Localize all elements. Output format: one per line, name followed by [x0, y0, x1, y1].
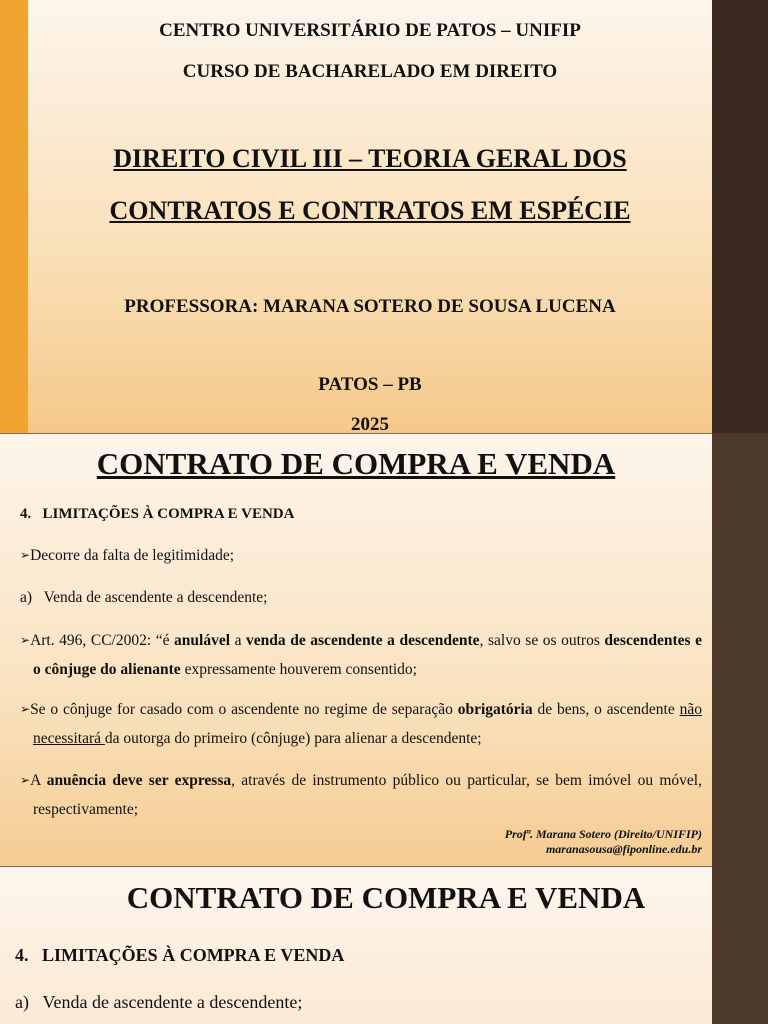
bullet-conjuge: ➢Se o cônjuge for casado com o ascendente no regime de separação obrigatória de bens, o ascendente não necessitará da outorga do primeiro (cônjuge) para alienar a descendente; — [20, 701, 702, 747]
content-slide — [0, 433, 768, 866]
institution-name: CENTRO UNIVERSITÁRIO DE PATOS – UNIFIP — [159, 20, 581, 41]
course-title-line2: CONTRATOS E CONTRATOS EM ESPÉCIE — [109, 196, 631, 225]
arrow-bullet-icon: ➢ — [20, 548, 31, 562]
slide-separator — [0, 433, 768, 434]
section-heading: 4. LIMITAÇÕES À COMPRA E VENDA — [15, 945, 345, 965]
footer-name: Profª. Marana Sotero (Direito/UNIFIP) — [504, 827, 702, 841]
bullet-art-496: ➢Art. 496, CC/2002: “é anulável a venda de ascendente a descendente, salvo se os outros descendentes e o cônjuge do alienante expressamente houverem consentido; — [20, 632, 702, 678]
title-slide — [0, 0, 768, 433]
list-item-a: a) Venda de ascendente a descendente; — [15, 992, 303, 1012]
year: 2025 — [351, 414, 389, 433]
bullet-anuencia: ➢A anuência deve ser expressa, através de instrumento público ou particular, se bem imóvel ou móvel, respectivamente; — [20, 772, 702, 818]
slide-footer — [505, 827, 702, 857]
course-name: CURSO DE BACHARELADO EM DIREITO — [182, 61, 558, 82]
arrow-bullet-icon: ➢ — [20, 773, 31, 787]
professor-name: PROFESSORA: MARANA SOTERO DE SOUSA LUCENA — [124, 296, 616, 317]
course-title-line1: DIREITO CIVIL III – TEORIA GERAL DOS — [113, 144, 627, 173]
slide-separator — [0, 866, 768, 867]
section-heading: 4. LIMITAÇÕES À COMPRA E VENDA — [20, 506, 295, 522]
arrow-bullet-icon: ➢ — [20, 633, 31, 647]
left-accent-bar — [0, 0, 28, 433]
right-decorative-bar — [712, 0, 768, 433]
list-item-a: a) Venda de ascendente a descendente; — [20, 589, 268, 606]
slide-title: CONTRATO DE COMPRA E VENDA — [96, 446, 616, 481]
slide-title: CONTRATO DE COMPRA E VENDA — [126, 880, 646, 915]
content-slide-partial — [0, 866, 768, 1024]
footer-email: maranasousa@fiponline.edu.br — [545, 842, 702, 856]
bullet-legitimidade: ➢Decorre da falta de legitimidade; — [20, 547, 235, 564]
right-decorative-bar — [712, 433, 768, 866]
arrow-bullet-icon: ➢ — [20, 702, 31, 716]
city: PATOS – PB — [318, 374, 422, 395]
